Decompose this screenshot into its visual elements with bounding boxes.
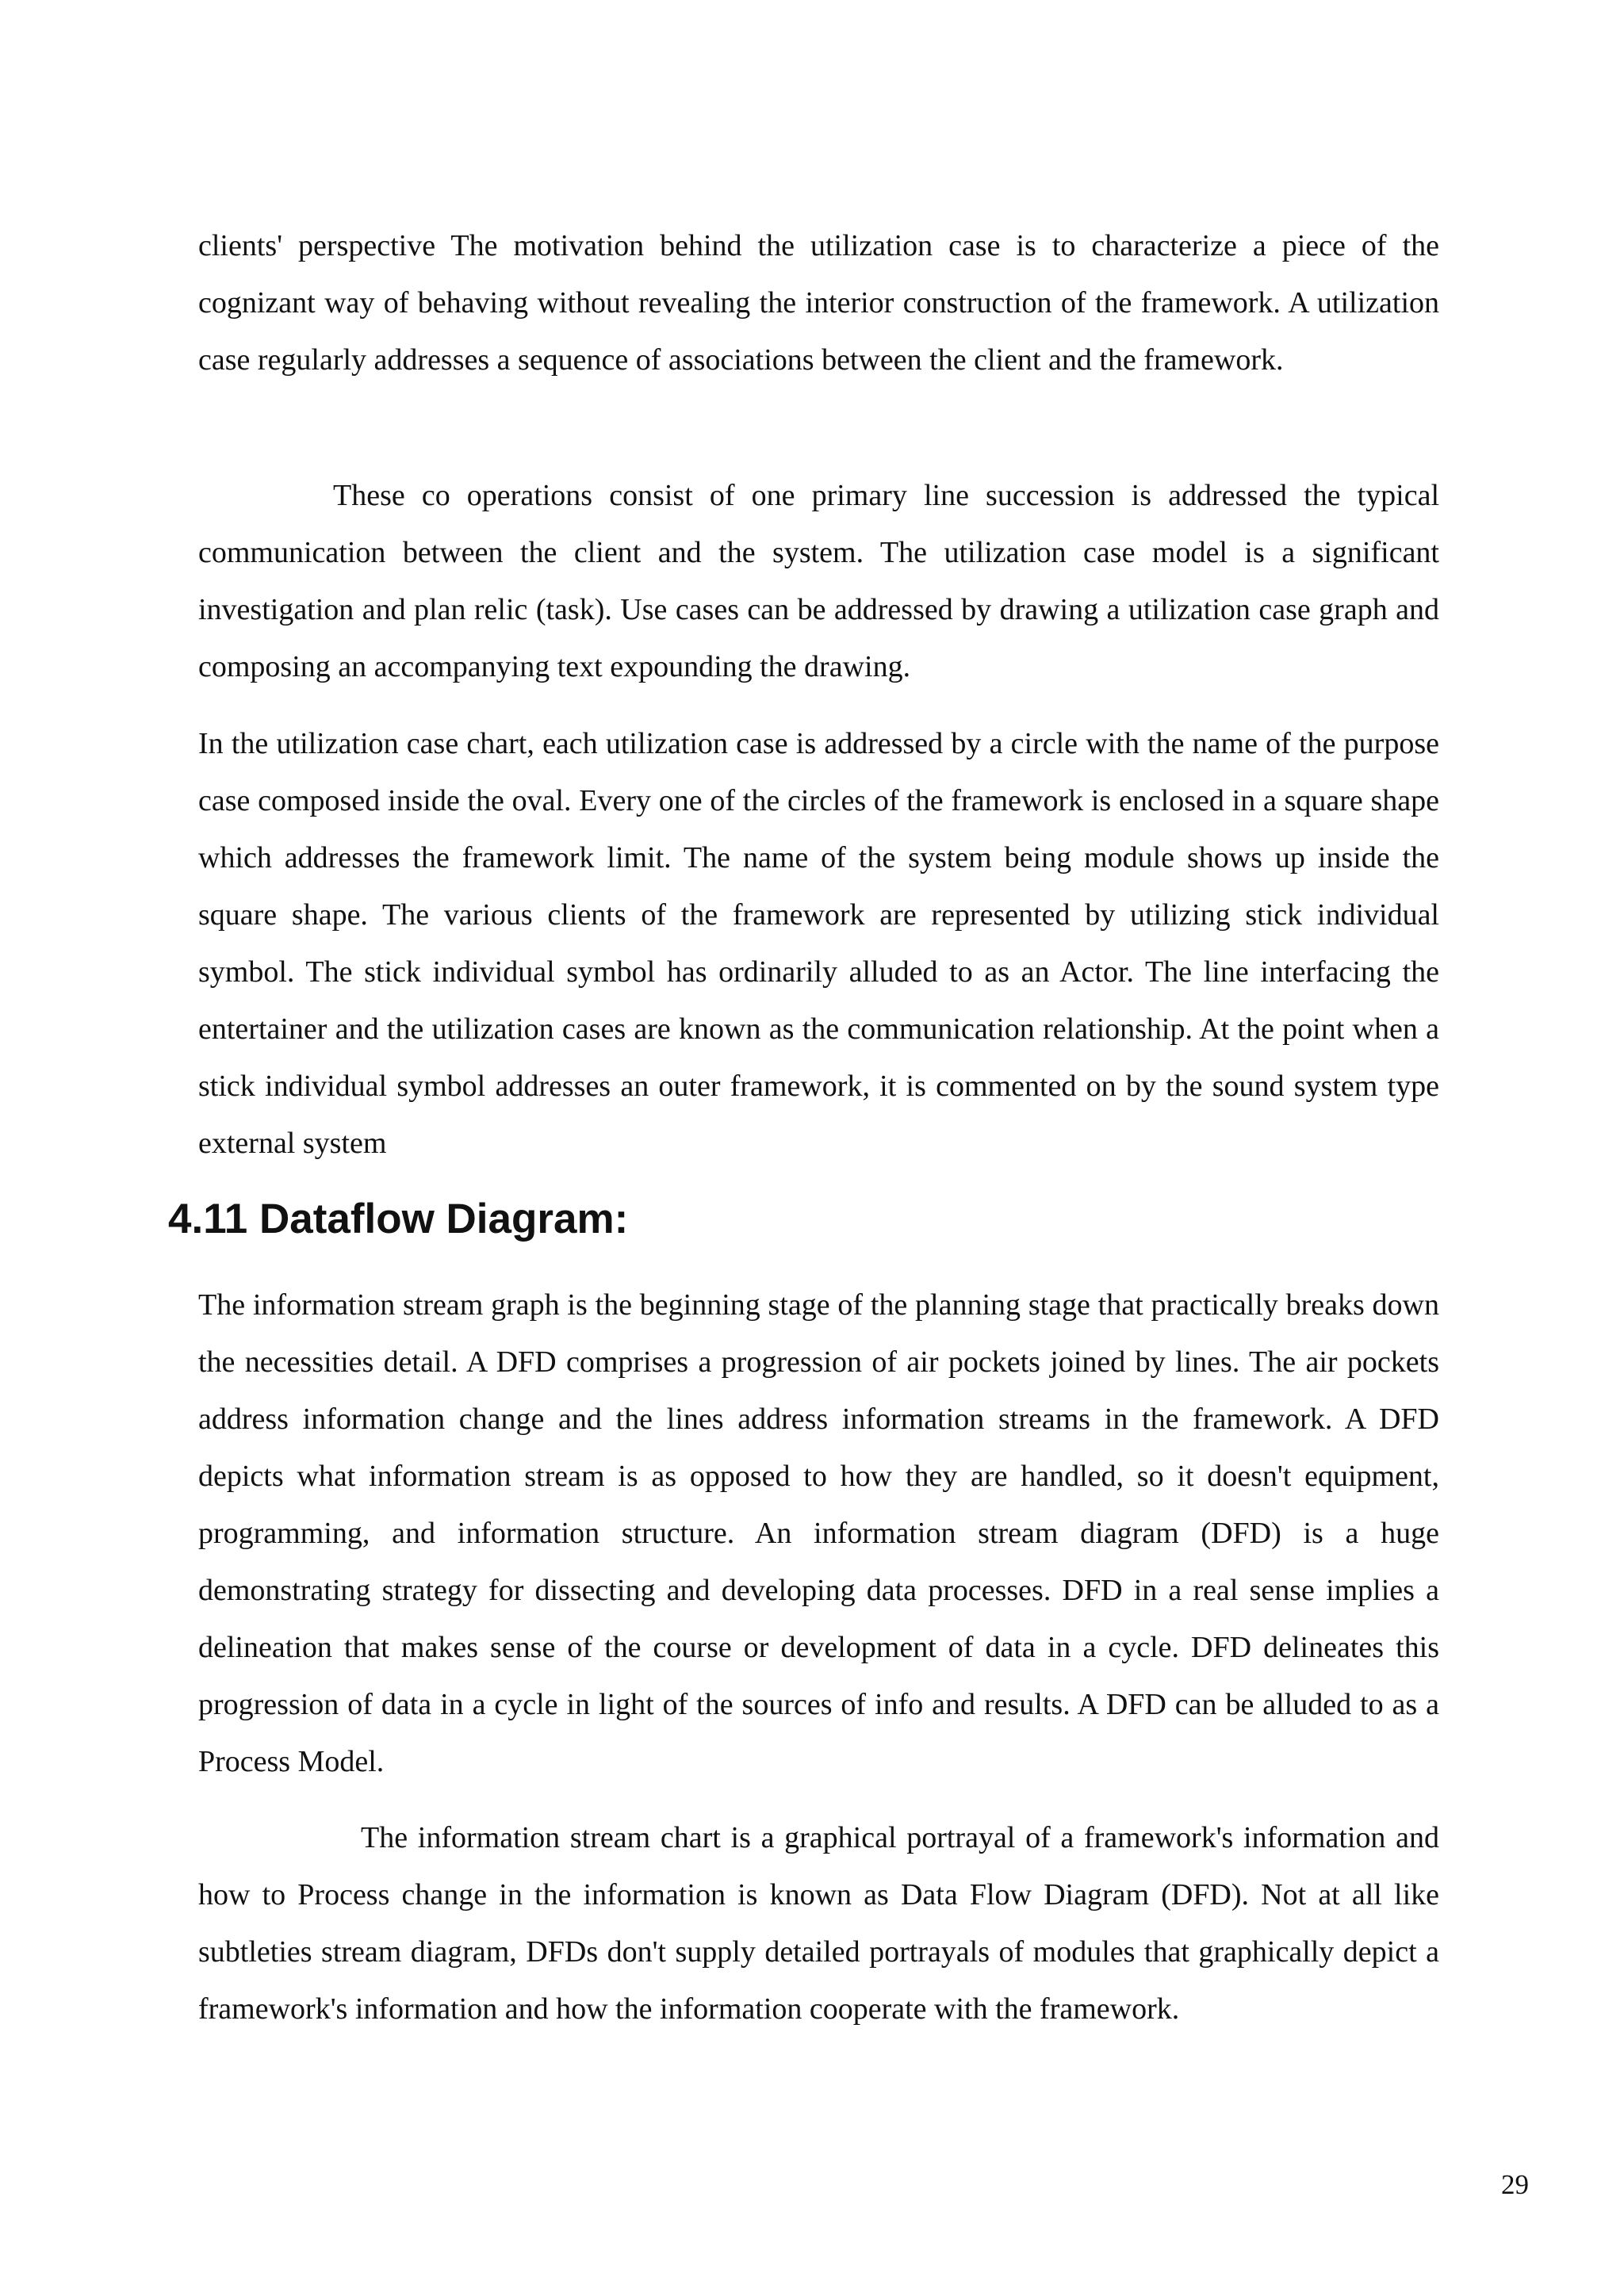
paragraph-dfd-definition: The information stream chart is a graphical portrayal of a framework's information and how to Process change in the information is known as Data Flow Diagram (DFD). Not at all like subtleties stream diagram, DFDs don't supply detailed portrayals of modules that graphically depict a framework's information and how the information cooperate with the framework.	[198, 1821, 1439, 2026]
paragraph-use-case-chart: In the utilization case chart, each utilization case is addressed by a circle with the name of the purpose case composed inside the oval. Every one of the circles of the framework is enclosed in a square shape which addresses the framework limit. The name of the system being module shows up inside the square shape. The various clients of the framework are represented by utilizing stick individual symbol. The stick individual symbol has ordinarily alluded to as an Actor. The line interfacing the entertainer and the utilization cases are known as the communication relationship. At the point when a stick individual symbol addresses an outer framework, it is commented on by the sound system type external system	[198, 727, 1439, 1160]
section-heading-dataflow-diagram: 4.11 Dataflow Diagram:	[168, 1196, 629, 1242]
page-number: 29	[1501, 2169, 1529, 2200]
paragraph-use-case-operations: These co operations consist of one primary line succession is addressed the typical communication between the client and the system. The utilization case model is a significant investigation and plan relic (task). Use cases can be addressed by drawing a utilization case graph and composing an accompanying text expounding the drawing.	[198, 479, 1439, 683]
paragraph-use-case-motivation: clients' perspective The motivation behind the utilization case is to characterize a piece of the cognizant way of behaving without revealing the interior construction of the framework. A utilization case regularly addresses a sequence of associations between the client and the framework.	[198, 229, 1439, 377]
paragraph-dfd-overview: The information stream graph is the beginning stage of the planning stage that practically breaks down the necessities detail. A DFD comprises a progression of air pockets joined by lines. The air pockets address information change and the lines address information streams in the framework. A DFD depicts what information stream is as opposed to how they are handled, so it doesn't equipment, programming, and information structure. An information stream diagram (DFD) is a huge demonstrating strategy for dissecting and developing data processes. DFD in a real sense implies a delineation that makes sense of the course or development of data in a cycle. DFD delineates this progression of data in a cycle in light of the sources of info and results. A DFD can be alluded to as a Process Model.	[198, 1288, 1439, 1778]
